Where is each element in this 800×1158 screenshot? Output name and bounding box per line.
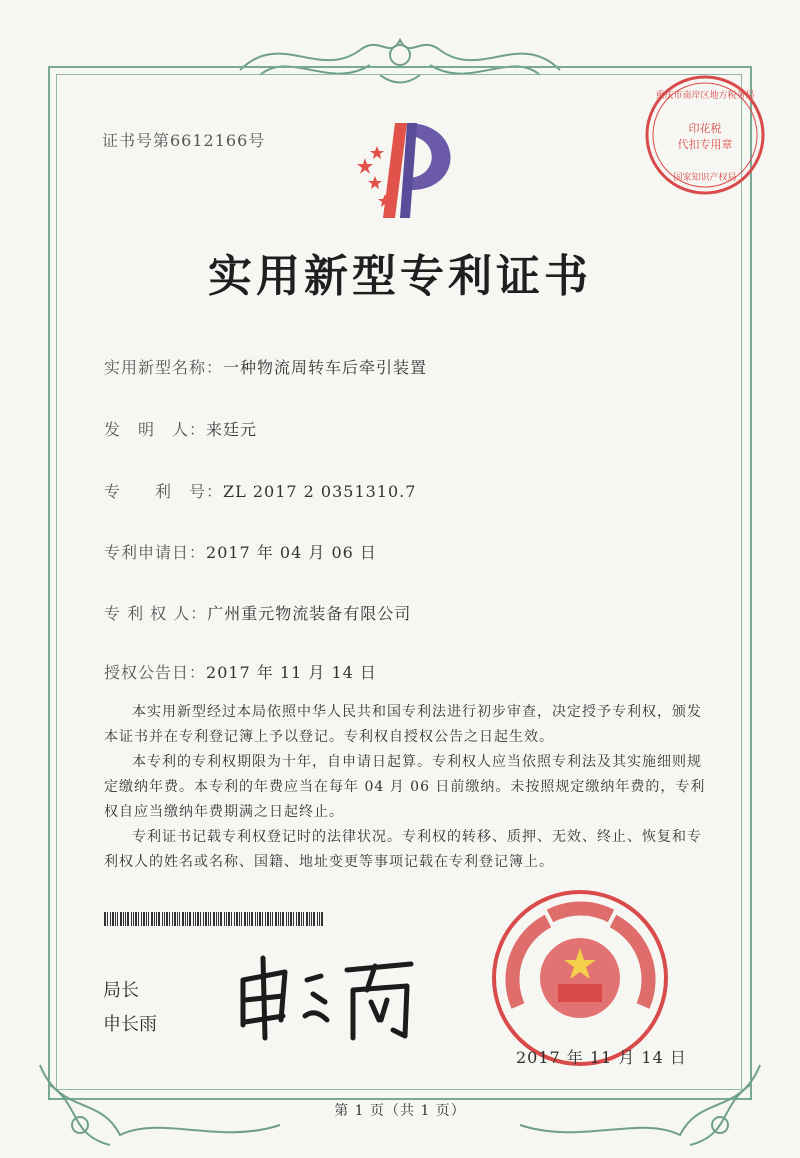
utility-model-name-field [104,355,427,378]
patent-office-logo [355,118,470,223]
barcode [104,912,326,926]
patentee-field [104,601,411,624]
inventor-label: 发 明 人： [104,420,207,439]
name-value: 一种物流周转车后牵引装置 [223,358,428,377]
name-label: 实用新型名称： [104,358,224,377]
patent-number-field [104,479,416,502]
svg-text:印花税: 印花税 [688,122,722,135]
state-ip-office-seal [488,886,673,1071]
director-signature [235,950,425,1045]
certificate-title: 实用新型专利证书 [208,251,592,302]
inventor-field [104,417,257,440]
tax-seal-stamp [640,70,770,200]
paragraph-grant: 本实用新型经过本局依照中华人民共和国专利法进行初步审查，决定授予专利权，颁发本证书并在专利登记簿上予以登记。专利权自授权公告之日起生效。 [104,704,702,745]
paragraph-term: 本专利的专利权期限为十年，自申请日起算。专利权人应当依照专利法及其实施细则规定缴纳年费。本专利的年费应当在每年 04 月 06 日前缴纳。未按照规定缴纳年费的，专利权自应当缴纳年费期满之日起终止。 [104,754,706,820]
patent-number-label: 专 利 号： [104,482,224,501]
director-name: 申长雨 [103,1014,157,1035]
application-date-field [104,540,377,563]
grant-date-field [104,660,377,683]
certificate-number: 证书号第6612166号 [102,131,266,150]
director-title: 局长 [103,980,139,1001]
application-date-value: 2017 年 04 月 06 日 [206,543,377,562]
grant-date-label: 授权公告日： [104,663,207,682]
application-date-label: 专利申请日： [104,543,207,562]
svg-text:国家知识产权局: 国家知识产权局 [673,173,737,183]
svg-text:代扣专用章: 代扣专用章 [677,138,733,151]
grant-date-value: 2017 年 11 月 14 日 [206,663,377,682]
svg-text:重庆市南岸区地方税务局: 重庆市南岸区地方税务局 [655,91,755,101]
page-number: 第 1 页（共 1 页） [334,1103,466,1119]
certificate-body-text [104,700,714,875]
seal-date: 2017 年 11 月 14 日 [516,1048,687,1067]
patentee-value: 广州重元物流装备有限公司 [207,604,412,623]
paragraph-legal-status: 专利证书记载专利权登记时的法律状况。专利权的转移、质押、无效、终止、恢复和专利权人的姓名或名称、国籍、地址变更等事项记载在专利登记簿上。 [104,829,702,870]
patentee-label: 专 利 权 人： [104,604,208,623]
patent-number-value: ZL 2017 2 0351310.7 [223,482,417,501]
inventor-value: 来廷元 [206,420,258,439]
